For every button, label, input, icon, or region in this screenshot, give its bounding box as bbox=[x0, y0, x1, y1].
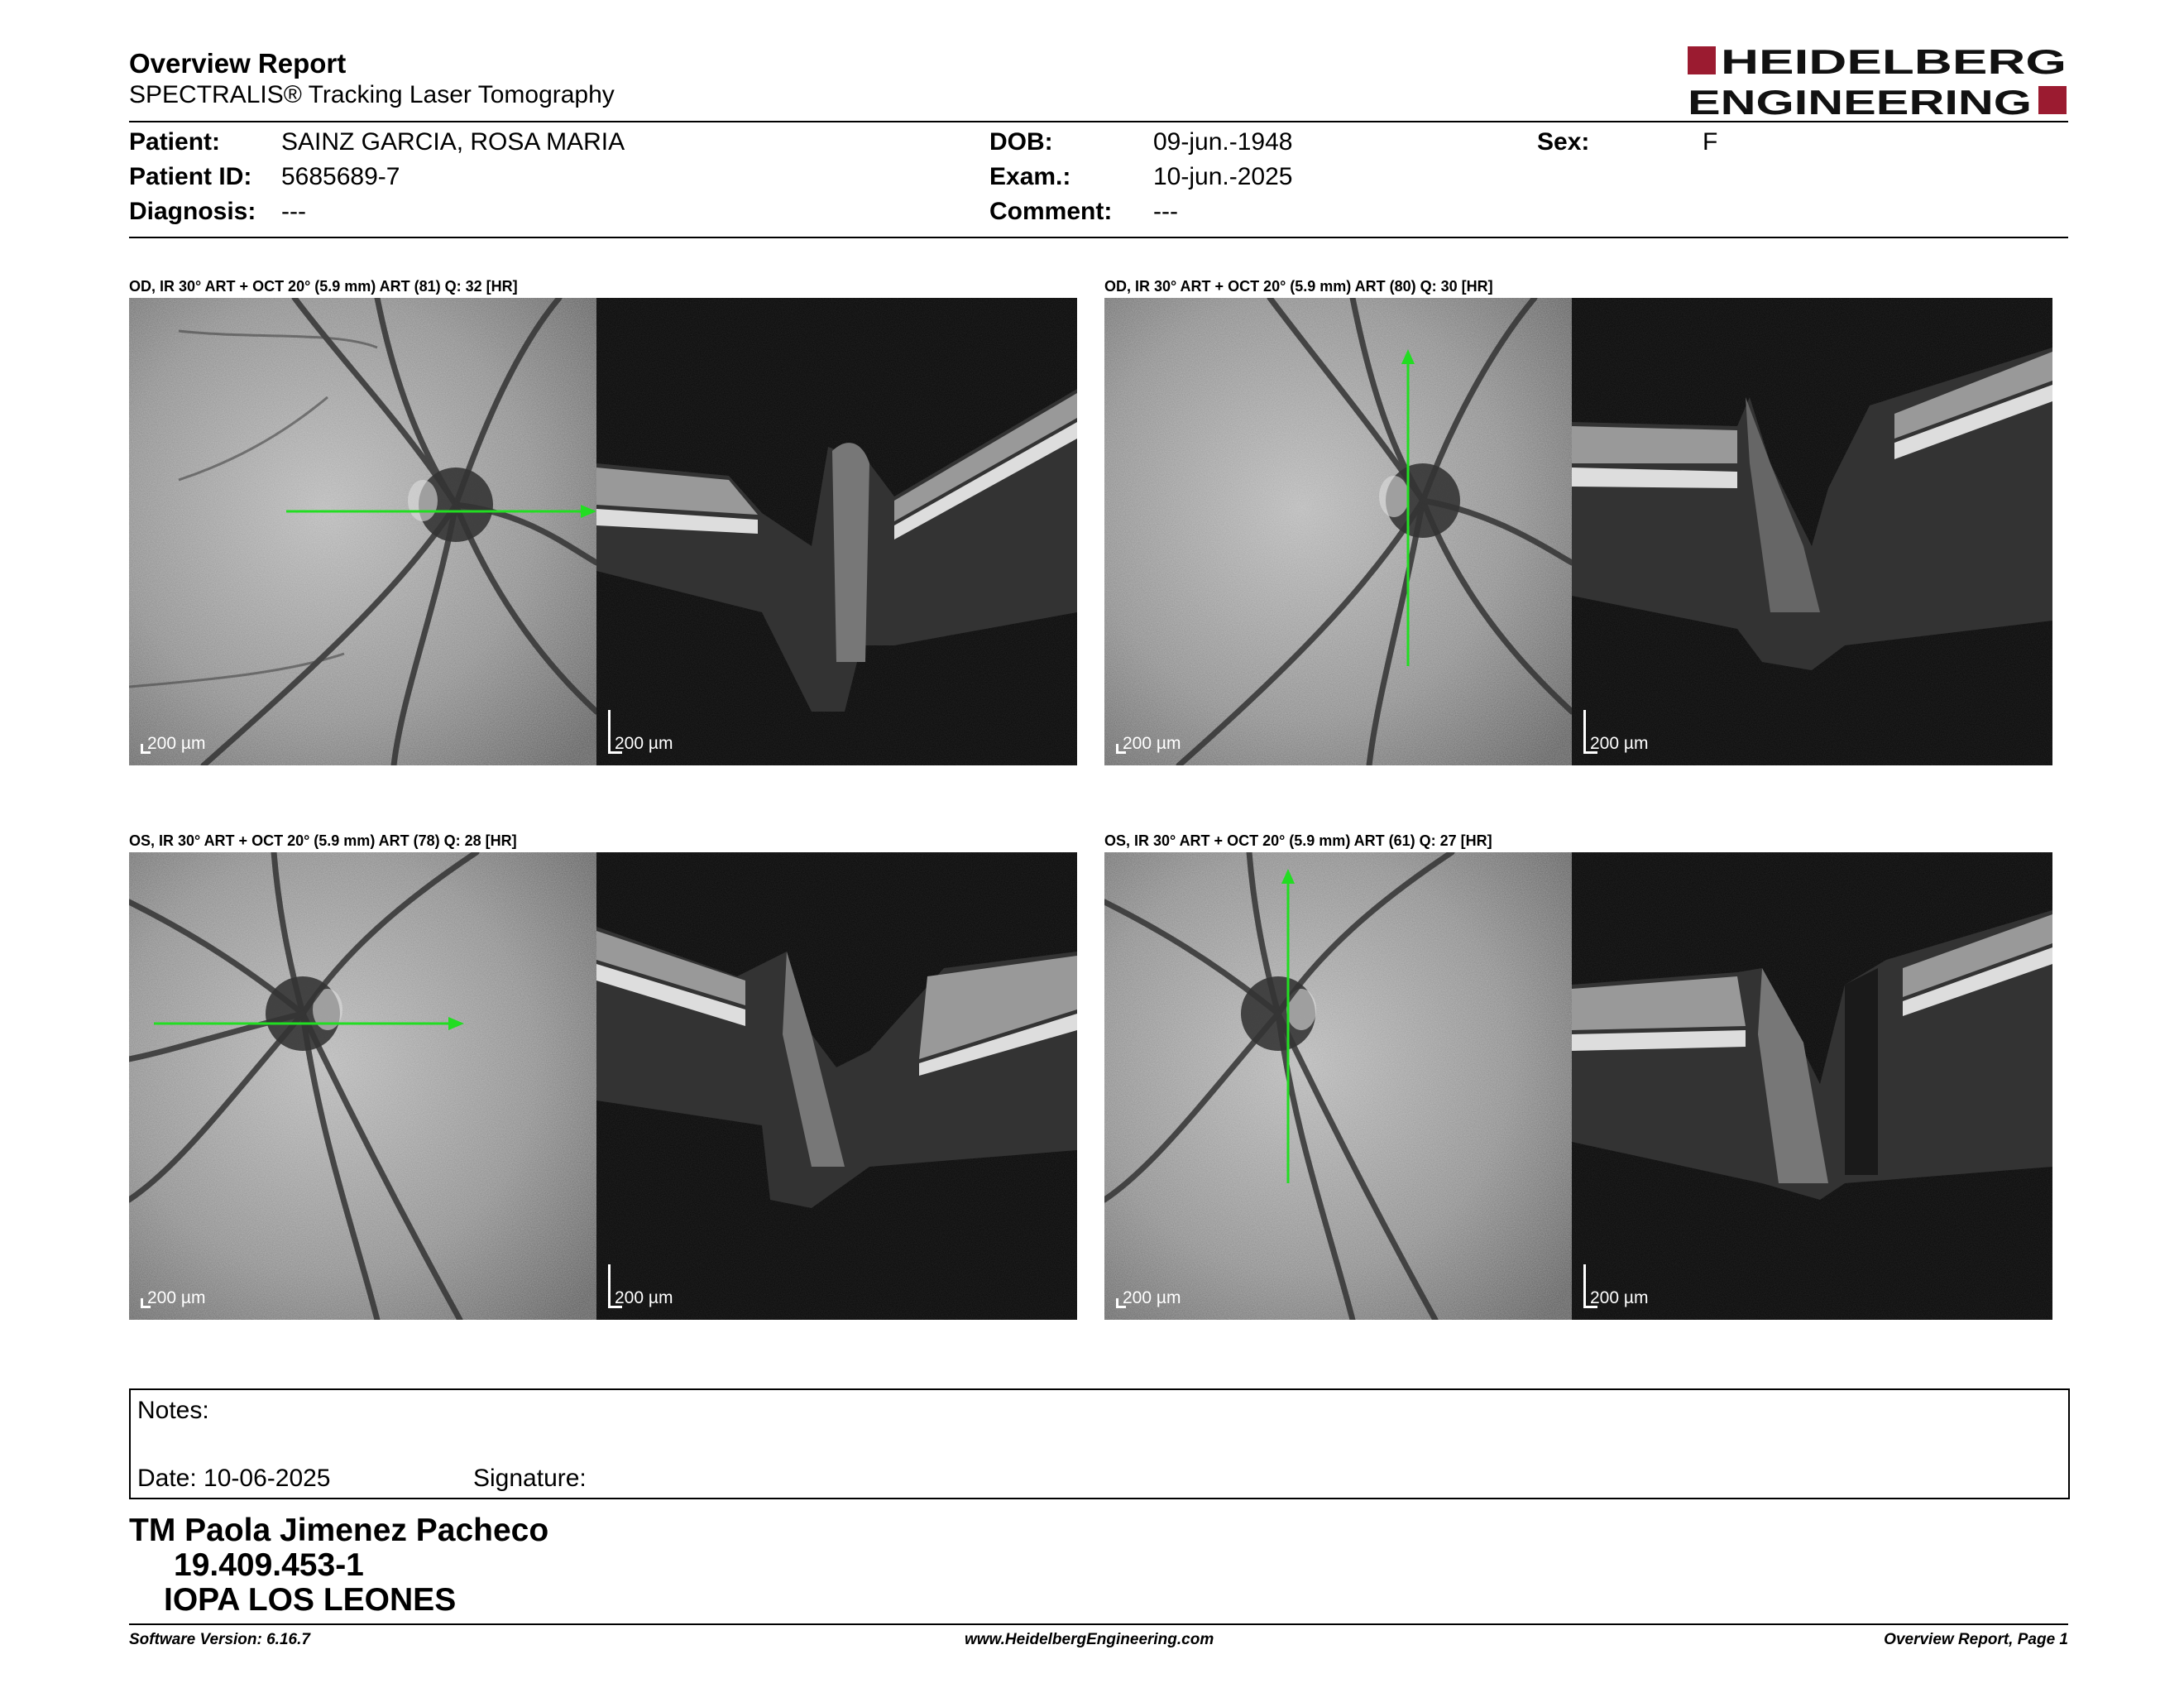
scan-3-ir-scalebar: 200 µm bbox=[141, 1288, 205, 1308]
report-subtitle: SPECTRALIS® Tracking Laser Tomography bbox=[129, 81, 615, 108]
scan-4-oct-bscan bbox=[1572, 852, 2052, 1320]
notes-box[interactable] bbox=[129, 1388, 2070, 1499]
sex-value: F bbox=[1703, 128, 1718, 156]
signer-name: TM Paola Jimenez Pacheco bbox=[129, 1513, 549, 1548]
scan-1-oct-bscan bbox=[596, 298, 1077, 765]
scan-3-fundus-image bbox=[129, 852, 596, 1320]
scan-4-fundus-image bbox=[1104, 852, 1572, 1320]
footer-divider bbox=[129, 1623, 2068, 1625]
dob-label: DOB: bbox=[989, 128, 1053, 156]
scan-3-oct-bscan bbox=[596, 852, 1077, 1320]
diagnosis-value: --- bbox=[281, 198, 306, 225]
logo-line2: ENGINEERING bbox=[1688, 83, 2032, 117]
patient-value: SAINZ GARCIA, ROSA MARIA bbox=[281, 128, 625, 156]
exam-label: Exam.: bbox=[989, 163, 1071, 190]
software-version: Software Version: 6.16.7 bbox=[129, 1631, 310, 1648]
patient-label: Patient: bbox=[129, 128, 221, 156]
logo-line1: HEIDELBERG bbox=[1721, 45, 2067, 81]
notes-label: Notes: bbox=[137, 1397, 209, 1424]
sex-label: Sex: bbox=[1537, 128, 1590, 156]
signer-org: IOPA LOS LEONES bbox=[164, 1582, 457, 1618]
scan-4-title: OS, IR 30° ART + OCT 20° (5.9 mm) ART (61) Q: 27 [HR] bbox=[1104, 832, 1492, 849]
scan-3-oct-scalebar: 200 µm bbox=[608, 1288, 673, 1308]
date-label: Date: 10-06-2025 bbox=[137, 1465, 331, 1492]
scan-2-oct-scalebar: 200 µm bbox=[1583, 734, 1648, 754]
scan-1-ir-scalebar: 200 µm bbox=[141, 734, 205, 754]
signature-label: Signature: bbox=[473, 1465, 587, 1492]
signer-id: 19.409.453-1 bbox=[174, 1547, 364, 1583]
scan-1-fundus-image bbox=[129, 298, 596, 765]
dob-value: 09-jun.-1948 bbox=[1153, 128, 1293, 156]
scan-1-title: OD, IR 30° ART + OCT 20° (5.9 mm) ART (81) Q: 32 [HR] bbox=[129, 278, 518, 295]
page-number: Overview Report, Page 1 bbox=[1884, 1631, 2068, 1648]
patient-id-label: Patient ID: bbox=[129, 163, 252, 190]
scan-4-oct-scalebar: 200 µm bbox=[1583, 1288, 1648, 1308]
scan-2-oct-bscan bbox=[1572, 298, 2052, 765]
comment-value: --- bbox=[1153, 198, 1178, 225]
header-divider bbox=[129, 121, 2068, 122]
exam-value: 10-jun.-2025 bbox=[1153, 163, 1293, 190]
report-title: Overview Report bbox=[129, 48, 347, 79]
website-link[interactable]: www.HeidelbergEngineering.com bbox=[965, 1631, 1214, 1648]
comment-label: Comment: bbox=[989, 198, 1113, 225]
scan-1-oct-scalebar: 200 µm bbox=[608, 734, 673, 754]
patient-id-value: 5685689-7 bbox=[281, 163, 400, 190]
scan-2-ir-scalebar: 200 µm bbox=[1116, 734, 1181, 754]
patient-divider bbox=[129, 237, 2068, 238]
scan-2-title: OD, IR 30° ART + OCT 20° (5.9 mm) ART (80) Q: 30 [HR] bbox=[1104, 278, 1493, 295]
scan-3-title: OS, IR 30° ART + OCT 20° (5.9 mm) ART (78) Q: 28 [HR] bbox=[129, 832, 517, 849]
diagnosis-label: Diagnosis: bbox=[129, 198, 256, 225]
heidelberg-logo bbox=[1688, 45, 2068, 117]
scan-2-fundus-image bbox=[1104, 298, 1572, 765]
scan-4-ir-scalebar: 200 µm bbox=[1116, 1288, 1181, 1308]
